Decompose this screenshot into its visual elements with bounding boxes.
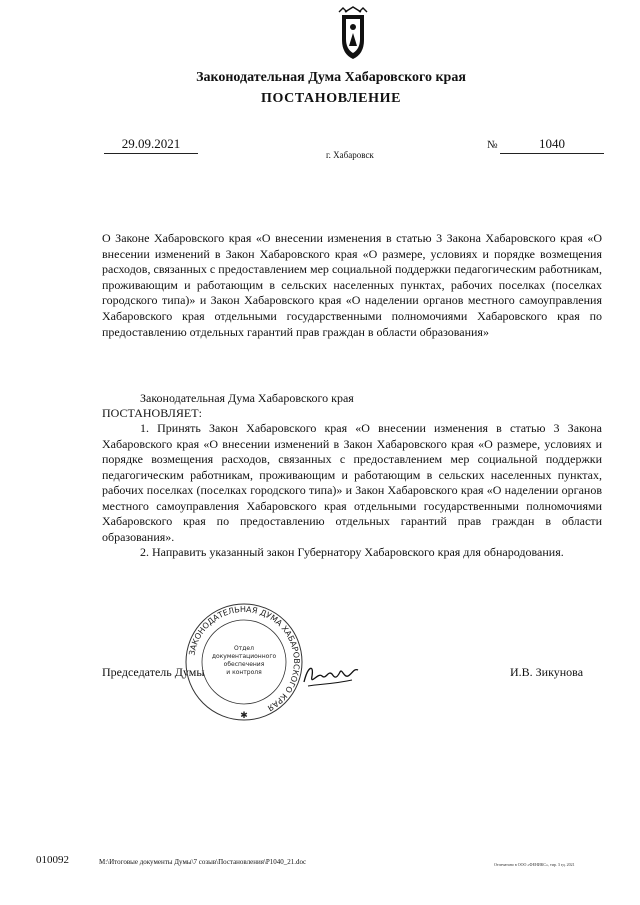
number-field: [500, 135, 604, 154]
stamp-ring-text: ЗАКОНОДАТЕЛЬНАЯ ДУМА ХАБАРОВСКОГО КРАЯ: [187, 604, 302, 713]
stamp-line-1: Отдел: [234, 645, 254, 652]
document-subject: О Законе Хабаровского края «О внесении изменения в статью 3 Закона Хабаровского края «О внесении изменений в Закон Хабаровского края «О размере, условиях и порядке возмещения расходов, связанных с предоставлением мер социальной поддержки педагогическим работникам, проживающим и работающим в сельских населенных пунктах, рабочих поселках (поселках городского типа)» и Закон Хабаровского края «О наделении органов местного самоуправления Хабаровского края отдельными государственными полномочиями Хабаровского края по предоставлению отдельных гарантий прав граждан в области образования»: [102, 231, 602, 339]
resolution-item-2: 2. Направить указанный закон Губернатору Хабаровского края для обнародования.: [140, 545, 564, 559]
stamp-star-icon: ✱: [240, 711, 248, 721]
date-field: [104, 135, 198, 154]
preamble-resolves: ПОСТАНОВЛЯЕТ:: [102, 406, 202, 420]
stamp-line-4: и контроля: [226, 669, 262, 676]
official-stamp: [182, 600, 306, 724]
signatory-position: Председатель Думы: [102, 665, 205, 679]
footer-file-path: M:\Итоговые документы Думы\7 созыв\Постановления\P1040_21.doc: [99, 858, 307, 866]
signatory-name: И.В. Зикунова: [510, 665, 584, 679]
resolution-item-1: 1. Принять Закон Хабаровского края «О внесении изменения в статью 3 Закона Хабаровского края «О внесении изменений в Закон Хабаровского края «О размере, условиях и порядке возмещения расходов, связанных с предоставлением мер социальной поддержки педагогическим работникам, проживающим и работающим в сельских населенных пунктах, рабочих поселках (поселках городского типа)» и Закон Хабаровского края «О наделении органов местного самоуправления Хабаровского края отдельными государственными полномочиями Хабаровского края по предоставлению отдельных гарантий прав граждан в области образования».: [102, 421, 602, 544]
city-label: г. Хабаровск: [326, 150, 374, 160]
document-date: 29.09.2021: [121, 136, 181, 151]
coat-of-arms-icon: [333, 6, 373, 62]
document-number: 1040: [539, 136, 565, 151]
number-label: №: [487, 139, 498, 151]
resolution-body: [102, 421, 602, 561]
preamble-body: Законодательная Дума Хабаровского края: [140, 391, 354, 405]
footer-print-info: Отпечатано в ООО «ФЕНИКС», тир. 3 ед. 2021: [494, 862, 575, 867]
stamp-line-3: обеспечения: [223, 661, 265, 668]
document-type: ПОСТАНОВЛЕНИЕ: [260, 91, 402, 106]
footer-code: 010092: [36, 854, 69, 866]
stamp-line-2: документационного: [211, 653, 277, 660]
handwritten-signature: [300, 658, 362, 690]
organization-title: Законодательная Дума Хабаровского края: [196, 70, 466, 85]
